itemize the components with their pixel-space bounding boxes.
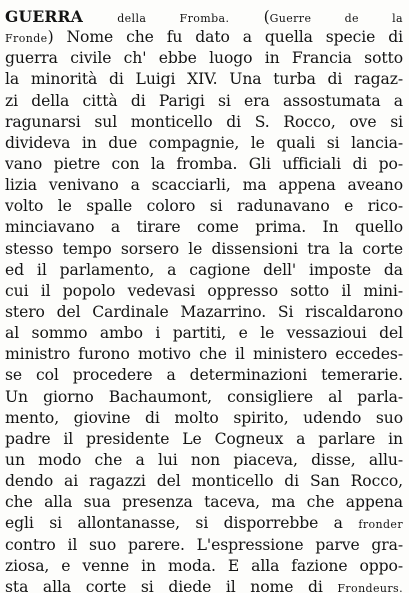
- text-line: ministro furono motivo che il ministero eccedes-: [5, 345, 403, 364]
- text-line: minciavano a tirare come prima. In quello: [5, 218, 403, 237]
- text-line-content: egli si allontanasse, si disporrebbe a: [5, 514, 343, 533]
- text-line: guerra civile ch' ebbe luogo in Francia sotto: [5, 49, 403, 68]
- text-line: cui il popolo vedevasi oppresso sotto il mini-: [5, 281, 403, 300]
- entry-headword-subtitle: della Fromba.: [117, 12, 230, 25]
- text-line: stero del Cardinale Mazarrino. Si riscaldarono: [5, 302, 403, 321]
- text-line: dendo ai ragazzi del monticello di San Rocco,: [5, 472, 403, 491]
- text-line-final: [5, 577, 403, 598]
- text-line: Un giorno Bachaumont, consigliere al parla-: [5, 387, 403, 406]
- text-line: vano pietre con la fromba. Gli ufficiali di po-: [5, 154, 403, 173]
- text-line: ziosa, e venne in moda. E alla fazione oppo-: [5, 556, 403, 575]
- text-line: stesso tempo sorsero le dissensioni tra la corte: [5, 239, 403, 258]
- text-line: che alla sua presenza taceva, ma che appena: [5, 493, 403, 512]
- text-line: un modo che a lui non piaceva, disse, allu-: [5, 450, 403, 469]
- text-line-content: sta alla corte si diede il nome di: [5, 577, 323, 596]
- text-line: volto le spalle coloro si radunavano e rico-: [5, 197, 403, 216]
- frondeurs-word: Frondeurs.: [337, 581, 403, 595]
- text-line: [5, 27, 403, 48]
- text-line: la minorità di Luigi XIV. Una turba di ragaz-: [5, 70, 403, 89]
- entry-translation-1: Guerre de la: [269, 12, 404, 25]
- text-line: contro il suo parere. L'espressione parve gra-: [5, 535, 403, 554]
- text-line: lizia venivano a scacciarli, ma appena aveano: [5, 176, 403, 195]
- text-line: padre il presidente Le Cogneux a parlare in: [5, 429, 403, 448]
- text-line: mento, giovine di molto spirito, udendo suo: [5, 408, 403, 427]
- text-line: al sommo ambo i partiti, e le vessazioui del: [5, 324, 403, 343]
- text-line: ragunarsi sul monticello di S. Rocco, ove si: [5, 112, 403, 131]
- text-column: [5, 6, 403, 598]
- text-line: zi della città di Parigi si era assostumata a: [5, 91, 403, 110]
- text-line-content: Nome che fu dato a quella specie di: [66, 28, 403, 47]
- entry-headword: GUERRA: [5, 7, 84, 26]
- fronder-word: fronder: [358, 518, 403, 532]
- text-line: divideva in due compagnie, le quali si lancia-: [5, 133, 403, 152]
- translation-open-paren: (: [263, 8, 270, 26]
- text-line: [5, 513, 403, 534]
- entry-heading-line: [5, 6, 403, 27]
- text-line: se col procedere a determinazioni temerarie.: [5, 366, 403, 385]
- translation-close-paren: ): [47, 28, 54, 47]
- entry-translation-2: Fronde: [5, 32, 48, 46]
- text-line: ed il parlamento, a cagione dell' imposte da: [5, 260, 403, 279]
